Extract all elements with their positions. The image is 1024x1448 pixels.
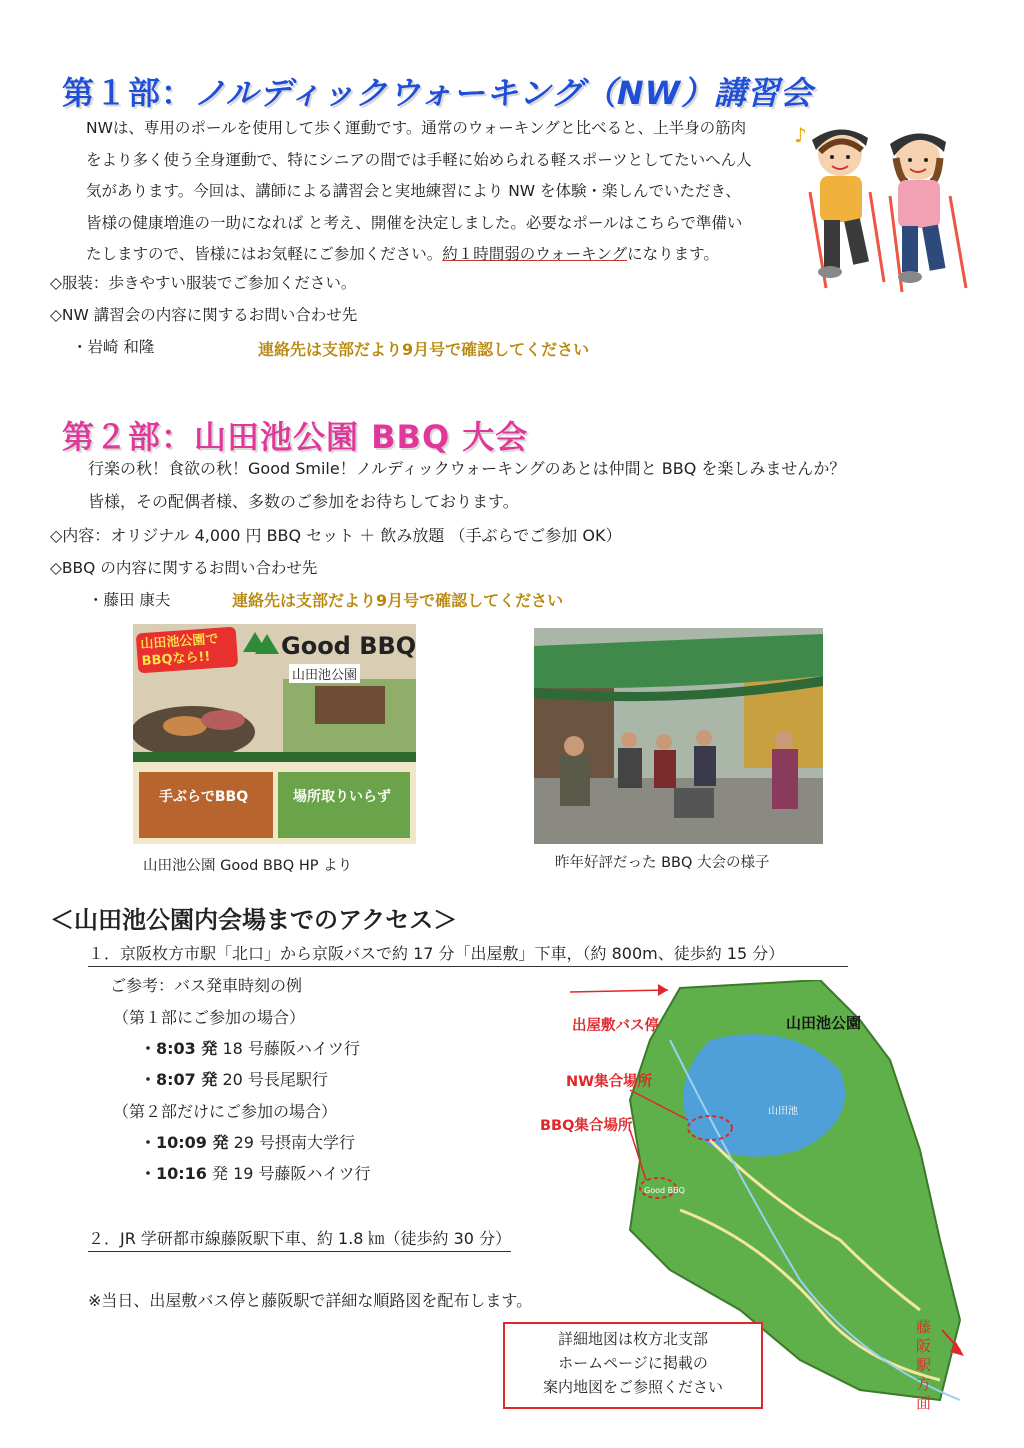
notice-box-line: ホームページに掲載の xyxy=(558,1354,708,1372)
part1-body-last-pre: たしますので、皆様にはお気軽にご参加ください。 xyxy=(86,245,443,263)
part2-body xyxy=(88,452,845,518)
part1-contact-note: 連絡先は支部だより9月号で確認してください xyxy=(258,340,590,359)
bbq-event-photo xyxy=(534,628,823,844)
part1-body xyxy=(86,113,752,271)
access-case-2: （第２部だけにご参加の場合） xyxy=(113,1102,338,1121)
notice-box-line: 案内地図をご参照ください xyxy=(542,1378,723,1396)
part2-body-line: 行楽の秋！食欲の秋！Good Smile！ノルディックウォーキングのあとは仲間と BBQ を楽しみませんか？ xyxy=(88,459,846,478)
map-bus-stop-label: 出屋敷バス停 xyxy=(572,1018,659,1034)
bus-time: ・10:09 発 xyxy=(140,1133,229,1152)
access-route-2: ２．JR 学研都市線藤阪駅下車、約 1.8 ㎞（徒歩約 30 分） xyxy=(88,1226,511,1252)
bus-destination: 29 号摂南大学行 xyxy=(228,1133,356,1152)
svg-text:♪: ♪ xyxy=(794,123,807,147)
part1-body-line: NWは、専用のポールを使用して歩く運動です。通常のウォーキングと比べると、上半身の筋肉 xyxy=(86,119,747,137)
flyer-tag-2: 場所取りいらず xyxy=(293,789,391,805)
flyer-brand: Good BBQ xyxy=(281,632,416,660)
bus-destination: 18 号藤阪ハイツ行 xyxy=(217,1039,360,1058)
part2-heading-title: 山田池公園 BBQ 大会 xyxy=(194,418,529,456)
access-notice: ※当日、出屋敷バス停と藤阪駅で詳細な順路図を配布します。 xyxy=(88,1291,533,1310)
bus-time-row xyxy=(140,1161,371,1184)
part1-contact-label: ◇NW 講習会の内容に関するお問い合わせ先 xyxy=(50,306,358,324)
notice-box-line: 詳細地図は枚方北支部 xyxy=(557,1330,708,1348)
flyer-caption: 山田池公園 Good BBQ HP より xyxy=(143,858,353,874)
access-route-1: １．京阪枚方市駅「北口」から京阪バスで約 17 分「出屋敷」下車，（約 800m、徒歩約 15 分） xyxy=(88,941,848,967)
map-pond-label: 山田池 xyxy=(768,1106,798,1117)
bus-time-row xyxy=(140,1036,360,1059)
flyer-brand-sub: 山田池公園 xyxy=(289,664,360,683)
part2-contact-person: ・藤田 康夫 xyxy=(88,591,171,609)
part2-content: ◇内容：オリジナル 4,000 円 BBQ セット ＋ 飲み放題 （手ぶらでご参加 OK） xyxy=(50,526,622,545)
bus-time-row xyxy=(140,1067,328,1090)
access-case-1: （第１部にご参加の場合） xyxy=(113,1008,306,1027)
map-title: 山田池公園 xyxy=(786,1014,862,1032)
access-ref: ご参考：バス発車時刻の例 xyxy=(110,976,303,995)
map-bbq-point-label: BBQ集合場所 xyxy=(540,1118,633,1134)
part1-body-line: をより多く使う全身運動で、特にシニアの間では手軽に始められる軽スポーツとしてたいへん人 xyxy=(86,150,752,169)
flyer-badge: 山田池公園でBBQなら!! xyxy=(136,627,239,674)
map-shop-label: Good BBQ xyxy=(644,1186,685,1195)
good-bbq-flyer-image xyxy=(133,624,416,844)
part1-body-line-last xyxy=(86,239,752,271)
part2-contact-label: ◇BBQ の内容に関するお問い合わせ先 xyxy=(50,559,318,577)
part1-body-line: 気があります。今回は、講師による講習会と実地練習により NW を体験・楽しんでいただき、 xyxy=(86,182,741,200)
bus-time: ・10:16 xyxy=(140,1164,207,1183)
bus-time: ・8:03 発 xyxy=(140,1039,218,1058)
part1-body-line: 皆様の健康増進の一助になれば と考え、開催を決定しました。必要なポールはこちらで準備い xyxy=(86,213,743,232)
part1-heading xyxy=(62,68,813,114)
part2-heading-prefix: 第２部： xyxy=(62,418,195,456)
bus-destination: 20 号長尾駅行 xyxy=(217,1070,328,1089)
part1-body-underlined: 約１時間弱のウォーキング xyxy=(442,245,628,263)
map-nw-point-label: NW集合場所 xyxy=(566,1074,653,1090)
part1-body-last-post: になります。 xyxy=(627,245,719,263)
photo-caption: 昨年好評だった BBQ 大会の様子 xyxy=(555,855,770,871)
bus-destination: 発 19 号藤阪ハイツ行 xyxy=(206,1164,371,1183)
bus-time: ・8:07 発 xyxy=(140,1070,218,1089)
nordic-walkers-illustration xyxy=(790,112,980,297)
part1-dress: ◇服装：歩きやすい服装でご参加ください。 xyxy=(50,274,357,292)
bus-time-row xyxy=(140,1130,355,1153)
part2-contact-note: 連絡先は支部だより9月号で確認してください xyxy=(232,591,564,610)
part2-body-line: 皆様，その配偶者様、多数のご参加をお待ちしております。 xyxy=(88,492,519,511)
detail-map-notice-box xyxy=(503,1322,763,1409)
part1-heading-title: ノルディックウォーキング（NW）講習会 xyxy=(194,74,814,112)
map-station-direction: 藤阪駅方面 xyxy=(916,1318,932,1412)
flyer-tag-1: 手ぶらでBBQ xyxy=(159,789,249,805)
part1-heading-prefix: 第１部： xyxy=(62,74,195,112)
access-title: ＜山田池公園内会場までのアクセス＞ xyxy=(50,906,458,934)
part1-contact-person: ・岩崎 和隆 xyxy=(72,338,155,356)
